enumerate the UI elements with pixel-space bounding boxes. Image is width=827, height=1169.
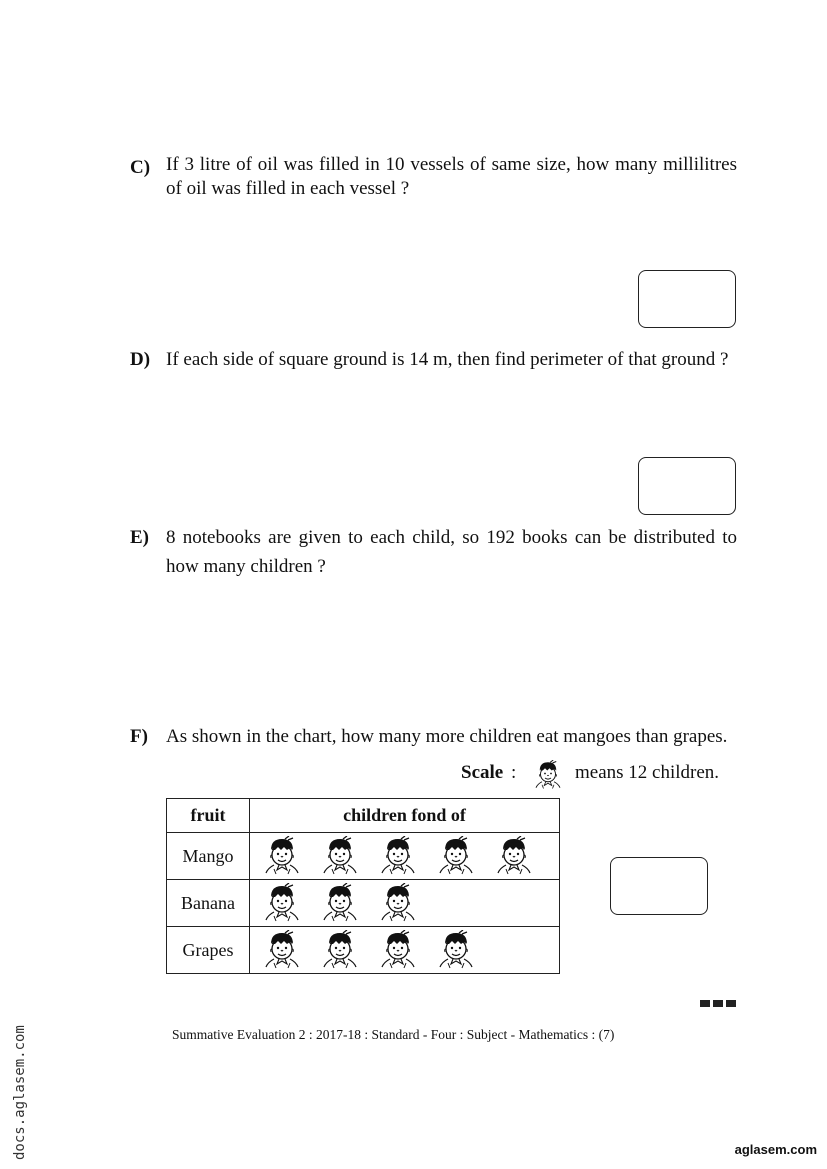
scale-text: means 12 children. bbox=[575, 762, 720, 783]
page-footer: Summative Evaluation 2 : 2017-18 : Standard - Four : Subject - Mathematics : (7) bbox=[172, 1027, 615, 1042]
boy-face-icon bbox=[322, 836, 358, 876]
question-d bbox=[130, 345, 737, 374]
boy-face-icon bbox=[264, 883, 300, 923]
answer-box-f[interactable] bbox=[610, 857, 708, 915]
scale-label: Scale bbox=[461, 762, 504, 783]
scale-colon: : bbox=[511, 762, 517, 783]
boy-face-icon bbox=[438, 836, 474, 876]
boy-face-icon bbox=[438, 930, 474, 970]
question-text: 8 notebooks are given to each child, so 192 books can be distributed to how many children ? bbox=[166, 527, 737, 578]
pictograph-table bbox=[166, 798, 560, 974]
fruit-name: Grapes bbox=[167, 927, 250, 974]
face-group bbox=[250, 880, 559, 926]
table-header-row bbox=[167, 799, 560, 833]
question-text: If 3 litre of oil was filled in 10 vessels of same size, how many millilitres of oil was filled in each vessel ? bbox=[166, 154, 737, 200]
question-label: E) bbox=[130, 527, 149, 548]
brand-watermark: aglasem.com bbox=[734, 1142, 817, 1157]
header-fruit: fruit bbox=[167, 799, 250, 833]
answer-box-d[interactable] bbox=[638, 457, 736, 515]
scale-legend bbox=[461, 760, 751, 790]
question-text: As shown in the chart, how many more children eat mangoes than grapes. bbox=[166, 726, 728, 747]
table-row bbox=[167, 927, 560, 974]
fruit-name: Banana bbox=[167, 880, 250, 927]
boy-face-icon bbox=[264, 836, 300, 876]
icon-cell bbox=[250, 880, 560, 927]
answer-box-c[interactable] bbox=[638, 270, 736, 328]
side-watermark: docs.aglasem.com bbox=[12, 1025, 28, 1160]
boy-face-icon bbox=[533, 760, 563, 790]
question-f bbox=[130, 722, 737, 751]
question-label: D) bbox=[130, 349, 151, 370]
icon-cell bbox=[250, 927, 560, 974]
boy-face-icon bbox=[322, 930, 358, 970]
boy-face-icon bbox=[322, 883, 358, 923]
end-marks bbox=[700, 1000, 736, 1007]
header-children: children fond of bbox=[250, 799, 560, 833]
question-e bbox=[130, 523, 737, 582]
face-group bbox=[250, 833, 559, 879]
boy-face-icon bbox=[380, 930, 416, 970]
question-label: C) bbox=[130, 157, 151, 178]
boy-face-icon bbox=[264, 930, 300, 970]
fruit-name: Mango bbox=[167, 833, 250, 880]
question-label: F) bbox=[130, 726, 148, 747]
face-group bbox=[250, 927, 559, 973]
boy-face-icon bbox=[380, 836, 416, 876]
question-text: If each side of square ground is 14 m, then find perimeter of that ground ? bbox=[166, 349, 729, 370]
table-row bbox=[167, 880, 560, 927]
boy-face-icon bbox=[380, 883, 416, 923]
table-row bbox=[167, 833, 560, 880]
question-c bbox=[130, 153, 737, 202]
icon-cell bbox=[250, 833, 560, 880]
boy-face-icon bbox=[496, 836, 532, 876]
